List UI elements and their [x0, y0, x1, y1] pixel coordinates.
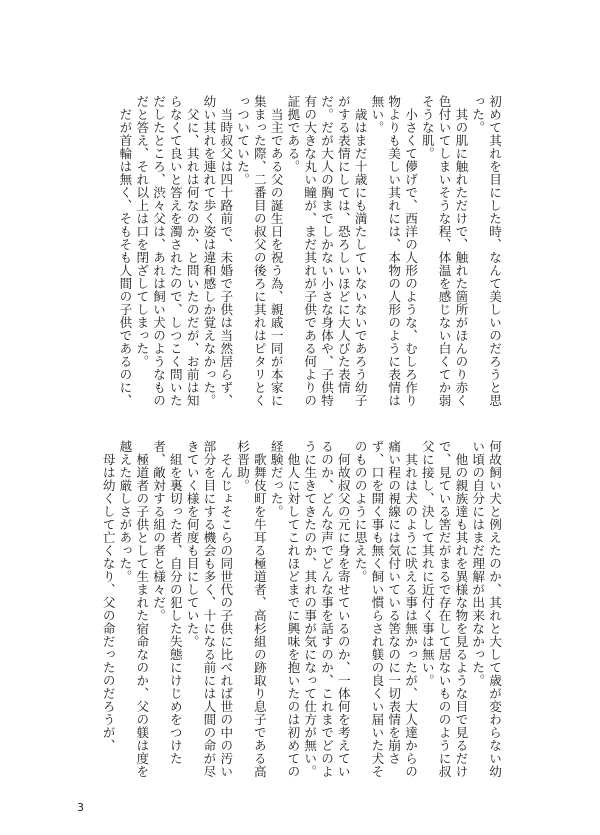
paragraph: だが首輪は無く、そもそも人間の子供であるのに、 [117, 107, 133, 407]
paragraph: そんじょそこらの同世代の子供に比べれば世の中の汚い部分を目にする機会も多く、十になる前には人間の命が尽きていく様を何度も目にしていた。 [184, 440, 234, 778]
paragraph: 当時叔父は四十路前で、未婚で子供は当然居らず、幼い其れを連れて歩く姿は違和感しか覚えなかった。 [201, 95, 234, 407]
bottom-text-block [98, 440, 502, 786]
paragraph: 小さくて儚げで、西洋の人形のような、むしろ作り物よりも美しい其れには、本物の人形のように表情は無い。 [369, 95, 419, 407]
paragraph: 組を裏切った者、自分の犯した失態にけじめをつけた者、敵対する組の者と様々だ。 [151, 440, 183, 765]
paragraph: 母は幼くして亡くなり、父の命だったのだろうが、 [100, 452, 116, 752]
top-text-block [98, 95, 502, 417]
page-number: 3 [77, 801, 84, 814]
paragraph: 他人に対してこれほどまでに興味を抱いたのは初めての経験だった。 [268, 440, 301, 778]
paragraph: 歌舞伎町を牛耳る極道者、高杉組の跡取り息子である高杉晋助。 [235, 440, 267, 778]
paragraph: 其の肌に触れただけで、触れた箇所がほんのり赤く色付いてしまいそうな程、体温を感じない白くてか弱そうな肌。 [419, 95, 469, 407]
paragraph: 何故飼い犬と例えたのか、其れと大して歳が変わらない幼い頃の自分にはまだ理解が出来なかった。 [470, 440, 502, 778]
paragraph: 何故叔父の元に身を寄せているのか、一体何を考えているのか、どんな声でどんな事を話すのか、これまでどのように生きてきたのか、其れの事が気になって仕方が無い。 [302, 440, 351, 778]
paragraph: 歳はまだ十歳にも満たしていないないであろう幼子がする表情にしては、恐ろしいほどに大人びた表情だ。だが大人の胸までしかない小さな身体や、子供特有の大きな丸い瞳が、まだ其れが子供である何よりの証拠である。 [285, 95, 368, 407]
paragraph: 其れは犬のように吠える事は無かったが、大人達からの痛い程の視線には気付いている筈なのに一切表情を崩さず、口を開く事も無く飼い慣らされ躾の良くい届いた犬そのもののように思えた。 [352, 440, 419, 778]
paragraph: 父に、其れは何なのか、と問いたのだが、お前は知らなくて良いと答えを濁されたので、しつこく問いただしたところ、渋々父は、あれは飼い犬のようなものだと答え、それ以上は口を閉ざしてしまった。 [134, 95, 200, 407]
paragraph: 極道者の子供として生まれた宿命なのか、父の躾は度を越えた厳しさがあった。 [117, 440, 150, 778]
paragraph: 当主である父の誕生日を祝う為、親戚一同が本家に集まった際、二番目の叔父の後ろに其れはピタリとくっついていた。 [235, 95, 284, 407]
paragraph: 他の親族達も其れを異様な物を見るような目で見るだけで、見ている筈だがまるで存在して居ないもののように叔父に接し、決して其れに近付く事は無い。 [419, 440, 469, 778]
paragraph: 初めて其れを目にした時、なんて美しいのだろうと思った。 [470, 95, 502, 407]
